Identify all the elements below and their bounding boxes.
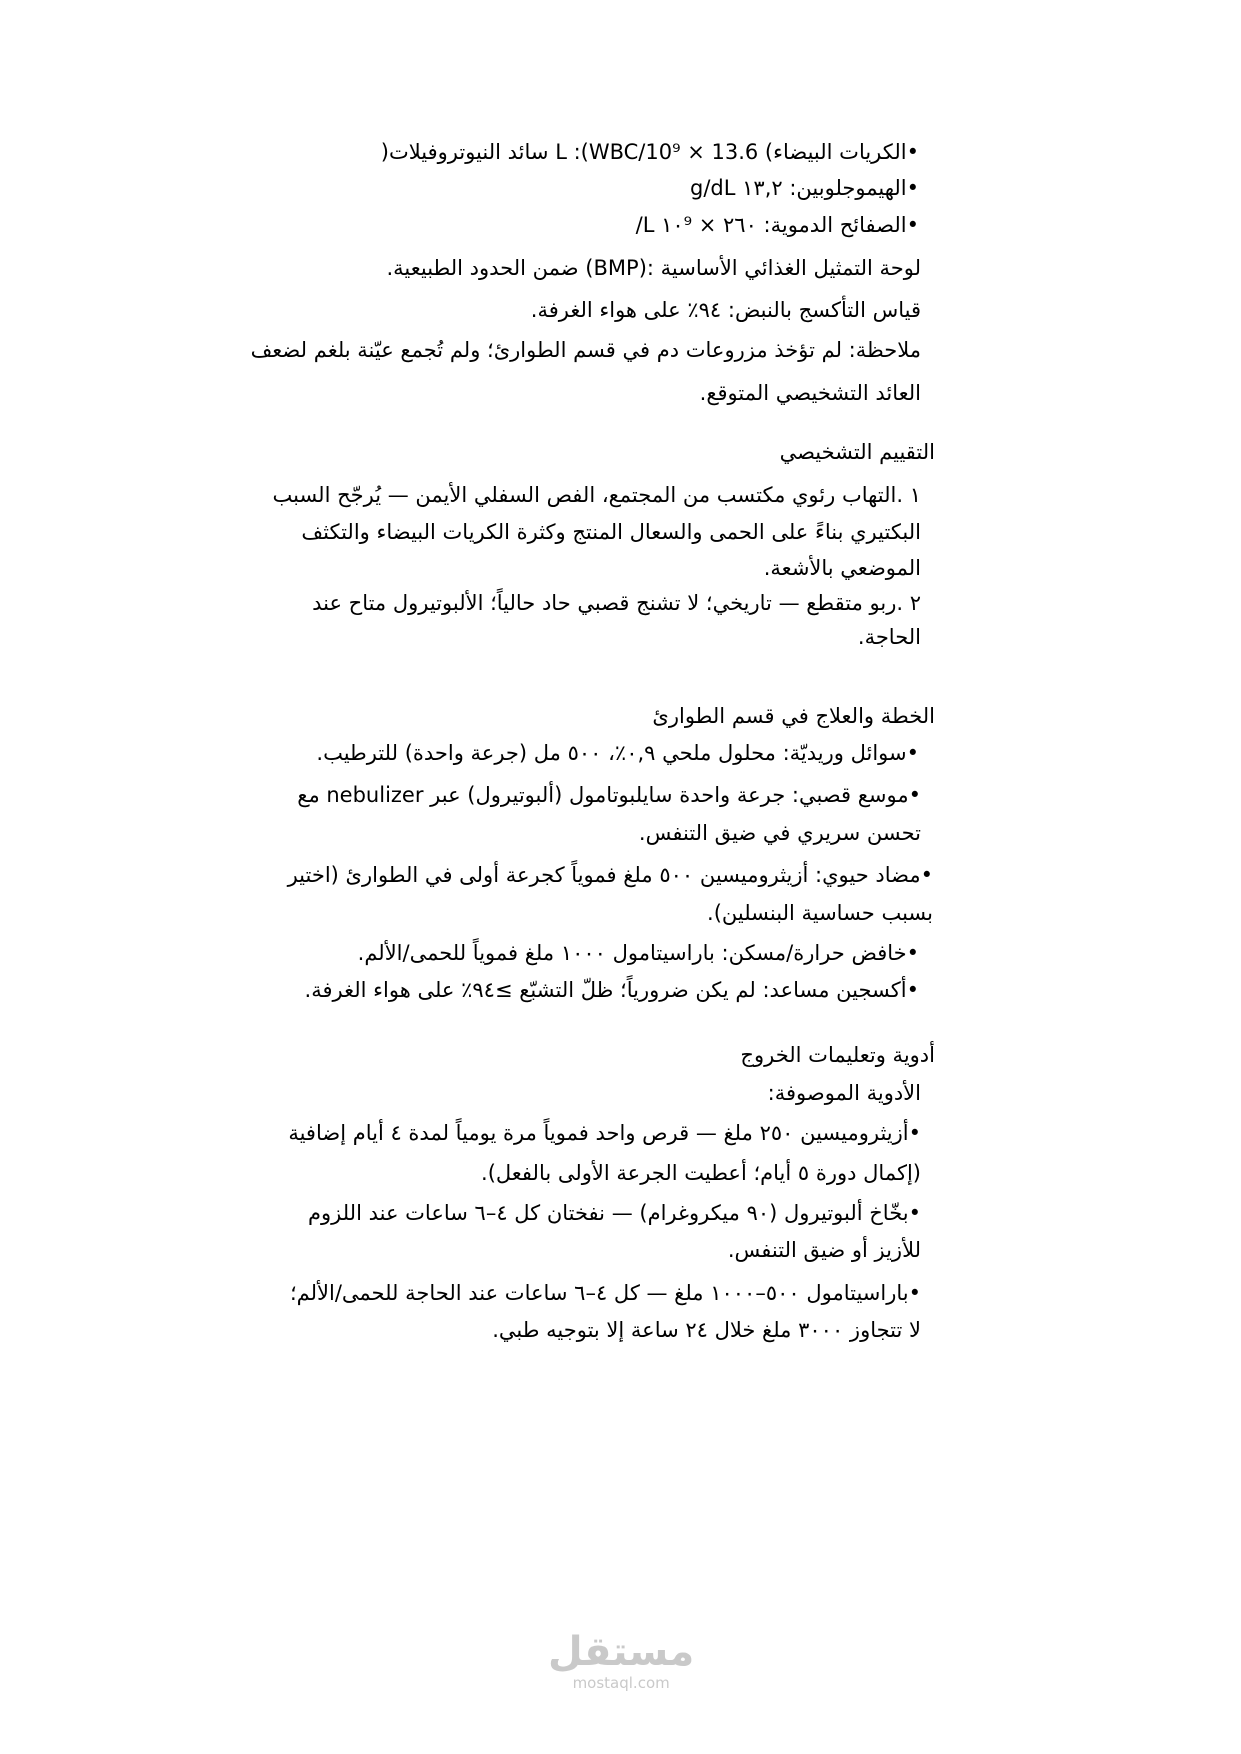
discharge-line: •بخّاخ ألبوتيرول (٩٠ ميكروغرام) — نفختان كل ٤–٦ ساعات عند اللزوم	[308, 1201, 921, 1225]
discharge-line: للأزيز أو ضيق التنفس.	[727, 1238, 921, 1262]
lab-wbc: •الكريات البيضاء) 13.6 × 10⁹/L :(WBC سائد النيوتروفيلات(	[380, 140, 919, 164]
lab-hemoglobin: •الهيموجلوبين: ١٣,٢ g/dL	[690, 176, 919, 200]
lab-note: ملاحظة: لم تؤخذ مزروعات دم في قسم الطوارئ؛ ولم تُجمع عيّنة بلغم لضعف	[250, 338, 921, 362]
plan-heading: الخطة والعلاج في قسم الطوارئ	[652, 704, 935, 728]
assessment-line: ٢ .ربو متقطع — تاريخي؛ لا تشنج قصبي حاد حالياً؛ الألبوتيرول متاح عند	[312, 591, 921, 615]
plan-line: •موسع قصبي: جرعة واحدة سايلبوتامول (ألبوتيرول) عبر nebulizer مع	[297, 783, 921, 807]
assessment-line: الموضعي بالأشعة.	[763, 556, 921, 580]
plan-line: بسبب حساسية البنسلين).	[707, 901, 933, 925]
lab-platelets: •الصفائح الدموية: ٢٦٠ × ١٠⁹ L/	[635, 213, 919, 237]
discharge-line: لا تتجاوز ٣٠٠٠ ملغ خلال ٢٤ ساعة إلا بتوجيه طبي.	[492, 1318, 921, 1342]
plan-line: •سوائل وريديّة: محلول ملحي ٠,٩٪، ٥٠٠ مل (جرعة واحدة) للترطيب.	[316, 741, 919, 765]
lab-note-cont: العائد التشخيصي المتوقع.	[699, 381, 921, 405]
watermark-latin: mostaql.com	[572, 1674, 670, 1692]
plan-line: •مضاد حيوي: أزيثروميسين ٥٠٠ ملغ فموياً كجرعة أولى في الطوارئ (اختير	[287, 863, 933, 887]
plan-line: •أكسجين مساعد: لم يكن ضرورياً؛ ظلّ التشبّع ≥٩٤٪ على هواء الغرفة.	[304, 978, 919, 1002]
assessment-line: البكتيري بناءً على الحمى والسعال المنتج وكثرة الكريات البيضاء والتكثف	[301, 520, 921, 544]
plan-line: تحسن سريري في ضيق التنفس.	[638, 821, 921, 845]
lab-pulse-oximetry: قياس التأكسج بالنبض: ٩٤٪ على هواء الغرفة.	[530, 298, 921, 322]
assessment-line: ١ .التهاب رئوي مكتسب من المجتمع، الفص السفلي الأيمن — يُرجّح السبب	[272, 483, 921, 507]
assessment-line: الحاجة.	[857, 625, 921, 649]
discharge-subheading: الأدوية الموصوفة:	[767, 1081, 921, 1105]
plan-line: •خافض حرارة/مسكن: باراسيتامول ١٠٠٠ ملغ فموياً للحمى/الألم.	[357, 941, 919, 965]
lab-bmp: لوحة التمثيل الغذائي الأساسية :(BMP) ضمن الحدود الطبيعية.	[386, 256, 921, 280]
mostaql-watermark	[548, 1630, 694, 1692]
discharge-line: (إكمال دورة ٥ أيام؛ أعطيت الجرعة الأولى بالفعل).	[481, 1161, 921, 1185]
assessment-heading: التقييم التشخيصي	[779, 440, 935, 464]
discharge-line: •أزيثروميسين ٢٥٠ ملغ — قرص واحد فموياً مرة يومياً لمدة ٤ أيام إضافية	[288, 1121, 921, 1145]
discharge-line: •باراسيتامول ٥٠٠–١٠٠٠ ملغ — كل ٤–٦ ساعات عند الحاجة للحمى/الألم؛	[289, 1281, 921, 1305]
watermark-arabic: مستقل	[548, 1629, 695, 1675]
discharge-heading: أدوية وتعليمات الخروج	[740, 1043, 935, 1067]
